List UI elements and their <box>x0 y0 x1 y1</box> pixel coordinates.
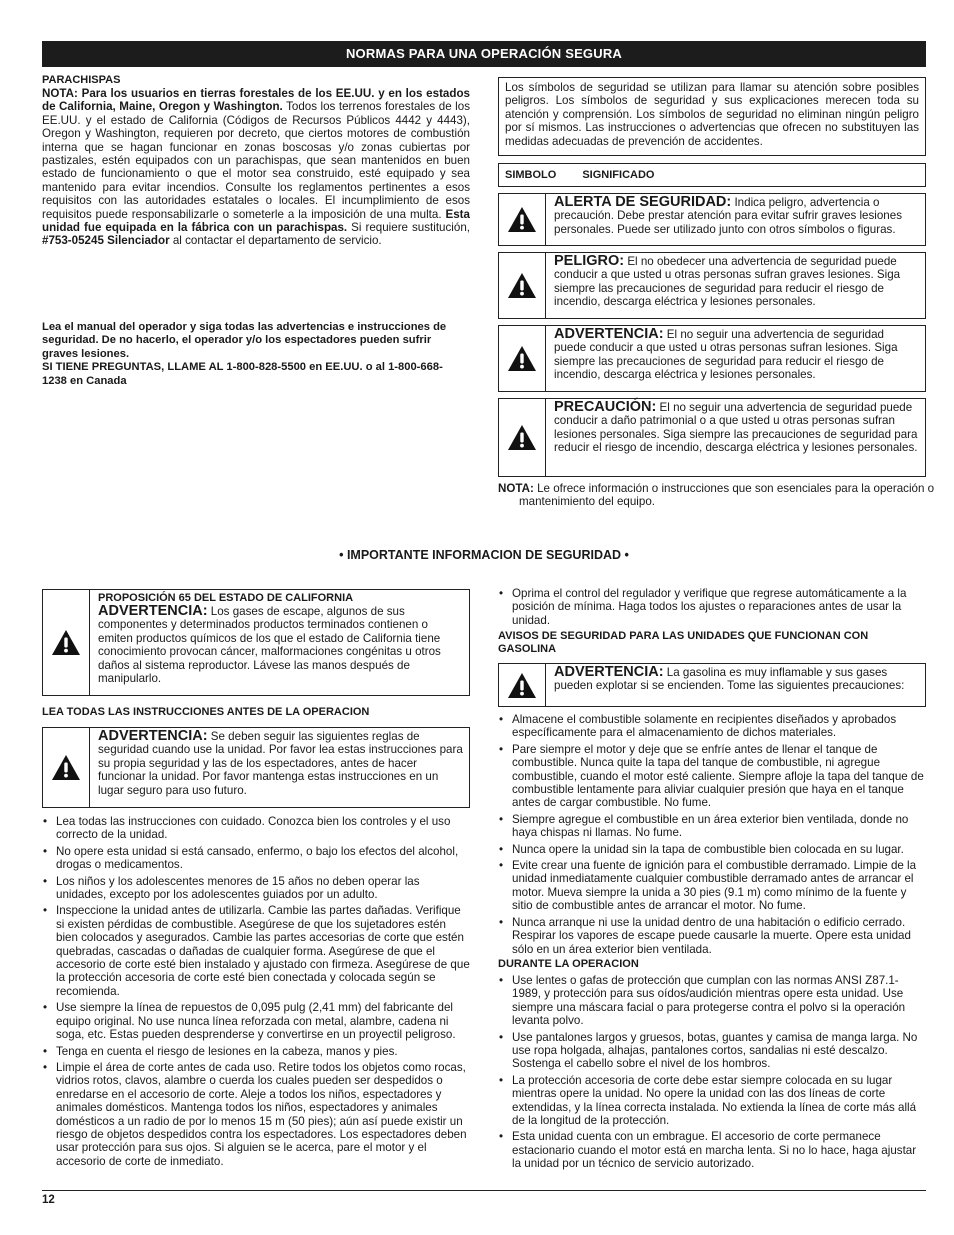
col-symbol: SIMBOLO <box>505 169 557 181</box>
signal-desc: El no seguir una advertencia de seguridad puede conducir a que usted u otras personas sufran lesiones. Siga siempre las precauciones de seguridad para reducir el riesgo de incendio, descarga eléctrica y lesiones personales. <box>554 328 898 382</box>
spark-mid: Si requiere sustitución, <box>347 221 470 235</box>
nota-label: NOTA: <box>498 482 534 495</box>
signal-word: ADVERTENCIA: <box>554 664 664 680</box>
warning-triangle-icon <box>499 664 546 706</box>
symbol-row-text <box>546 399 925 476</box>
signal-word: ADVERTENCIA: <box>98 603 208 619</box>
symbol-row-caution <box>498 398 926 477</box>
phone-text: SI TIENE PREGUNTAS, LLAME AL 1-800-828-5500 en EE.UU. o al 1-800-668-1238 en Canada <box>42 361 443 387</box>
list-item: • Los niños y los adolescentes menores de 15 años no deben operar las unidades, excepto por los adolescentes guiados por un adulto. <box>42 875 470 902</box>
signal-word: ALERTA DE SEGURIDAD: <box>554 194 732 210</box>
signal-word: PELIGRO: <box>554 253 625 269</box>
list-item: • Use lentes o gafas de protección que cumplan con las normas ANSI Z87.1-1989, y protección para sus oídos/audición mientras opere esta unidad. Use siempre una máscara facial o para protegerse contra el polvo si la operación levanta polvo. <box>498 974 926 1028</box>
list-item: • Tenga en cuenta el riesgo de lesiones en la cabeza, manos y pies. <box>42 1045 470 1058</box>
list-item: • Evite crear una fuente de ignición para el combustible derramado. Limpie de la unidad inmediatamente cualquier combustible derramado antes de arrancar el motor. Mueva siempre la unida a 30 pies (9.1 m) como mínimo de la fuente y sitio de combustible antes de arrancar el motor. No fume. <box>498 859 926 913</box>
page-number: 12 <box>42 1194 55 1206</box>
list-item: • Nunca arranque ni use la unidad dentro de una habitación o edificio cerrado. Respirar los vapores de escape puede causarle la muerte. Opere esta unidad sólo en un área exterior bien ventilada. <box>498 916 926 956</box>
warning-triangle-icon <box>43 728 90 807</box>
warning-triangle-icon <box>499 399 546 476</box>
spark-end: al contactar el departamento de servicio. <box>169 234 382 248</box>
col-meaning: SIGNIFICADO <box>582 169 655 181</box>
symbol-row-text <box>546 194 925 245</box>
list-item: • Use pantalones largos y gruesos, botas, guantes y camisa de manga larga. No use ropa holgada, alhajas, pantalones cortos, sandalias ni esté descalzo. Sostenga el cabello sobre el nivel de los hombros. <box>498 1031 926 1071</box>
symbol-row-warning <box>498 325 926 392</box>
list-item: • Lea todas las instrucciones con cuidado. Conozca bien los controles y el uso correcto de la unidad. <box>42 815 470 842</box>
signal-word: PRECAUCIÓN: <box>554 399 657 415</box>
gas-text: La gasolina es muy inflamable y sus gases pueden explotar si se encienden. Tome las siguientes precauciones: <box>554 666 905 693</box>
prop65-heading: PROPOSICIÓN 65 DEL ESTADO DE CALIFORNIA <box>98 592 354 604</box>
list-item: • Use siempre la línea de repuestos de 0,095 pulg (2,41 mm) del fabricante del equipo original. No use nunca línea reforzada con metal, alambre, cadena ni soga, etc. Estas pueden desprenderse y convertirse en un proyectil peligroso. <box>42 1001 470 1041</box>
read-all-heading: LEA TODAS LAS INSTRUCCIONES ANTES DE LA OPERACION <box>42 706 370 718</box>
nota-desc: Le ofrece información o instrucciones que son esenciales para la operación o mantenimiento del equipo. <box>519 482 935 509</box>
prop65-body <box>90 590 469 695</box>
read-all-text: Se deben seguir las siguientes reglas de seguridad cuando use la unidad. Por favor lea estas instrucciones para su propia seguridad y las de los espectadores, antes de hacer funcionar la unidad. Por favor mantenga estas instrucciones en un lugar seguro para uso futuro. <box>98 730 463 797</box>
signal-desc: El no obedecer una advertencia de seguridad puede conducir a que usted u otras personas sufran graves lesiones. Siga siempre las precauciones de seguridad para reducir el riesgo de incendio, descarga eléctrica y lesiones personales. <box>554 255 901 309</box>
spark-paragraph <box>42 87 470 248</box>
list-item: • Limpie el área de corte antes de cada uso. Retire todos los objetos como rocas, vidrios rotos, clavos, alambre o cuerda los cuales pueden ser despedidos o enredarse en el accesorio de corte. Aleje a todos los niños, espectadores y animales domésticos. Mantenga todos los niños, espectadores y animales domésticos a un radio de por lo menos 15 m (50 pies); aún así puede existir un riesgo de objetos despedidos contra los espectadores. Los espectadores deben usar protección para sus ojos. Si alguien se le acerca, pare el motor y el accesorio de corte de inmediato. <box>42 1061 470 1168</box>
left-bullet-list <box>42 815 470 1171</box>
list-item: • No opere esta unidad si está cansado, enfermo, o bajo los efectos del alcohol, drogas o medicamentos. <box>42 845 470 872</box>
gas-bullet-list <box>498 713 926 959</box>
during-heading: DURANTE LA OPERACION <box>498 958 639 970</box>
signal-word: ADVERTENCIA: <box>98 728 208 744</box>
read-all-body <box>90 728 469 807</box>
section-title-bar: NORMAS PARA UNA OPERACIÓN SEGURA <box>42 41 926 67</box>
symbol-row-text <box>546 326 925 391</box>
list-item: • Oprima el control del regulador y verifique que regrese automáticamente a la posición de mínima. Haga todos los ajustes o reparaciones antes de usar la unidad. <box>498 587 926 627</box>
symbol-row-text <box>546 253 925 318</box>
nota-text <box>498 482 939 509</box>
warning-triangle-icon <box>499 194 546 245</box>
signal-desc: Indica peligro, advertencia o precaución. Debe prestar atención para evitar sufrir graves lesiones personales. Puede ser utilizado junto con otros símbolos o figuras. <box>554 196 902 236</box>
list-item: • Inspeccione la unidad antes de utilizarla. Cambie las partes dañadas. Verifique si existen pérdidas de combustible. Asegúrese de que los sujetadores estén bien colocados y asegurados. Cambie las partes accesorias de corte que estén quebradas, cascadas o dañadas de cualquier forma. Asegúrese de que el accesorio de corte esté bien instalado y ajustado con firmeza. Asegúrese de que la protección accesoria de corte esté bien conectada y colocada según se recomienda. <box>42 904 470 998</box>
symbol-table-header <box>498 163 926 187</box>
symbol-row-danger <box>498 252 926 319</box>
gas-warning-box <box>498 663 926 707</box>
spark-nota: NOTA: Para los usuarios en tierras forestales de los EE.UU. y en los estados de California, Maine, Oregon y Washington. <box>42 87 470 114</box>
read-manual-text: Lea el manual del operador y siga todas las advertencias e instrucciones de seguridad. De no hacerlo, el operador y/o los espectadores pueden sufrir graves lesiones. <box>42 321 447 360</box>
gas-heading: AVISOS DE SEGURIDAD PARA LAS UNIDADES QUE FUNCIONAN CON GASOLINA <box>498 630 869 655</box>
spark-body: Todos los terrenos forestales de los EE.UU. y el estado de California (Códigos de Recursos Públicos 4442 y 4443), Oregon y Washington, requieren por decreto, que ciertos motores de combustión interna que se hagan funcionar en zonas boscosas y/o zonas cubiertas por pastizales, estén equipados con un parachispas, que sean mantenidos en buen estado de funcionamiento o que el motor sea construido, esté equipado y sea mantenido para evitar incendios. Consulte los reglamentos pertinentes a esos requisitos con las autoridades estatales o locales. El incumplimiento de esos requisitos puede responsabilizarle o someterle a la imposición de una multa. <box>42 100 470 221</box>
right-top-bullets <box>498 587 926 630</box>
list-item: • Almacene el combustible solamente en recipientes diseñados y aprobados específicamente para el almacenamiento de dichos materiales. <box>498 713 926 740</box>
signal-word: ADVERTENCIA: <box>554 326 664 342</box>
spark-arrester-section <box>42 74 470 248</box>
prop65-text: Los gases de escape, algunos de sus componentes y determinados productos terminados contienen o emiten productos químicos de los que el estado de California tiene conocimiento provocan cáncer, malformaciones congénitas u otros daños al sistema reproductor. Lávese las manos después de manipularlo. <box>98 605 441 686</box>
footer-rule <box>42 1190 926 1191</box>
signal-desc: El no seguir una advertencia de seguridad puede conducir a daño patrimonial o a que usted u otras personas sufran lesiones personales. Siga siempre las precauciones de seguridad para reducir el riesgo de incendio, descarga eléctrica y lesiones personales. <box>554 401 918 455</box>
prop65-box <box>42 589 470 696</box>
list-item: • Siempre agregue el combustible en un área exterior bien ventilada, donde no haya chispas ni llamas. No fume. <box>498 813 926 840</box>
during-bullet-list <box>498 974 926 1174</box>
warning-triangle-icon <box>499 253 546 318</box>
symbols-intro-box <box>498 77 926 156</box>
read-all-warning-box <box>42 727 470 808</box>
important-title: • IMPORTANTE INFORMACION DE SEGURIDAD • <box>339 548 629 562</box>
spark-heading: PARACHISPAS <box>42 74 121 86</box>
gas-body <box>546 664 925 706</box>
warning-triangle-icon <box>499 326 546 391</box>
list-item: • Pare siempre el motor y deje que se enfríe antes de llenar el tanque de combustible. Nunca quite la tapa del tanque de combustible, ni agregue combustible, cuando el motor esté caliente. Siempre afloje la tapa del tanque de combustible lentamente para aliviar cualquier presión que haya en el tanque antes de cargar combustible. No fume. <box>498 743 926 810</box>
list-item: • La protección accesoria de corte debe estar siempre colocada en su lugar mientras opere la unidad. No opere la unidad con las dos líneas de corte extendidas, y la línea correcta instalada. No extienda la línea de corte más allá de la longitud de la protección. <box>498 1074 926 1128</box>
spark-part-number: #753-05245 Silenciador <box>42 234 170 248</box>
read-manual-block <box>42 321 447 388</box>
warning-triangle-icon <box>43 590 90 695</box>
symbols-intro-text: Los símbolos de seguridad se utilizan para llamar su atención sobre posibles peligros. Los símbolos de seguridad y sus explicaciones merecen toda su atención y comprensión. Los símbolos de seguridad no eliminan ningún peligro por sí mismos. Las instrucciones o advertencias que ofrecen no substituyen las medidas adecuadas de prevención de accidentes. <box>505 81 919 148</box>
spark-factory-note: Esta unidad fue equipada en la fábrica con un parachispas. <box>42 207 470 235</box>
symbol-row-alert <box>498 193 926 246</box>
list-item: • Nunca opere la unidad sin la tapa de combustible bien colocada en su lugar. <box>498 843 926 856</box>
list-item: • Esta unidad cuenta con un embrague. El accesorio de corte permanece estacionario cuando el motor está en marcha lenta. Si no lo hace, haga ajustar la unidad por un técnico de servicio autorizado. <box>498 1130 926 1170</box>
